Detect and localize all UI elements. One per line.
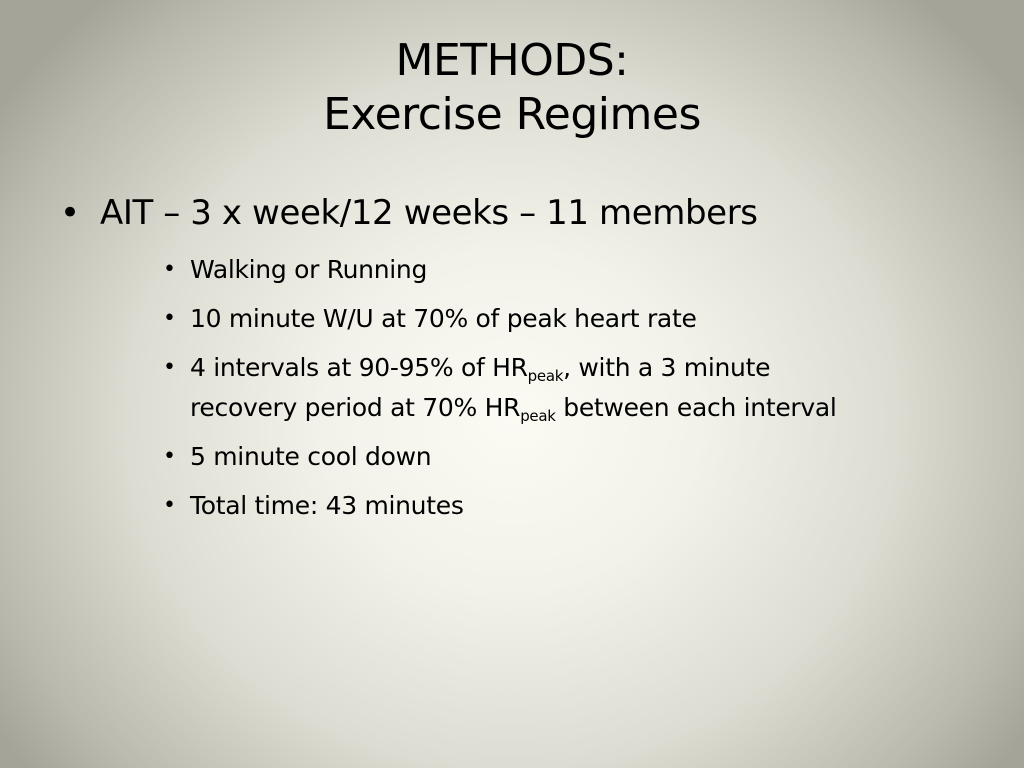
sub-bullet-text: Walking or Running bbox=[190, 255, 428, 284]
bullet-dot-icon: • bbox=[163, 257, 176, 282]
intervals-text-3: recovery period at 70% HR bbox=[190, 393, 521, 422]
sub-bullet-text: Total time: 43 minutes bbox=[190, 491, 464, 520]
sub-bullet-intervals bbox=[163, 348, 980, 428]
intervals-text-1: 4 intervals at 90-95% of HR bbox=[190, 353, 528, 382]
title-line-2: Exercise Regimes bbox=[323, 89, 701, 140]
bullet-dot-icon: • bbox=[60, 193, 81, 233]
intervals-line-2 bbox=[190, 388, 980, 428]
main-bullet: AIT – 3 x week/12 weeks – 11 members bbox=[100, 193, 758, 233]
intervals-text-4: between each interval bbox=[555, 393, 837, 422]
intervals-subscript-1: peak bbox=[527, 367, 564, 385]
intervals-text-2: , with a 3 minute bbox=[563, 353, 771, 382]
bullet-dot-icon: • bbox=[163, 306, 176, 331]
sub-bullet-total bbox=[163, 486, 980, 526]
bullet-dot-icon: • bbox=[163, 493, 176, 518]
sub-bullet-walking bbox=[163, 250, 980, 290]
sub-bullet-list bbox=[163, 250, 980, 535]
sub-bullet-text: 5 minute cool down bbox=[190, 442, 432, 471]
sub-bullet-warmup bbox=[163, 299, 980, 339]
bullet-dot-icon: • bbox=[163, 355, 176, 380]
intervals-subscript-2: peak bbox=[520, 407, 556, 425]
bullet-dot-icon: • bbox=[163, 444, 176, 469]
sub-bullet-text: 10 minute W/U at 70% of peak heart rate bbox=[190, 304, 697, 333]
title-line-1: METHODS: bbox=[395, 35, 629, 86]
sub-bullet-cooldown bbox=[163, 437, 980, 477]
intervals-line-1 bbox=[190, 348, 980, 388]
